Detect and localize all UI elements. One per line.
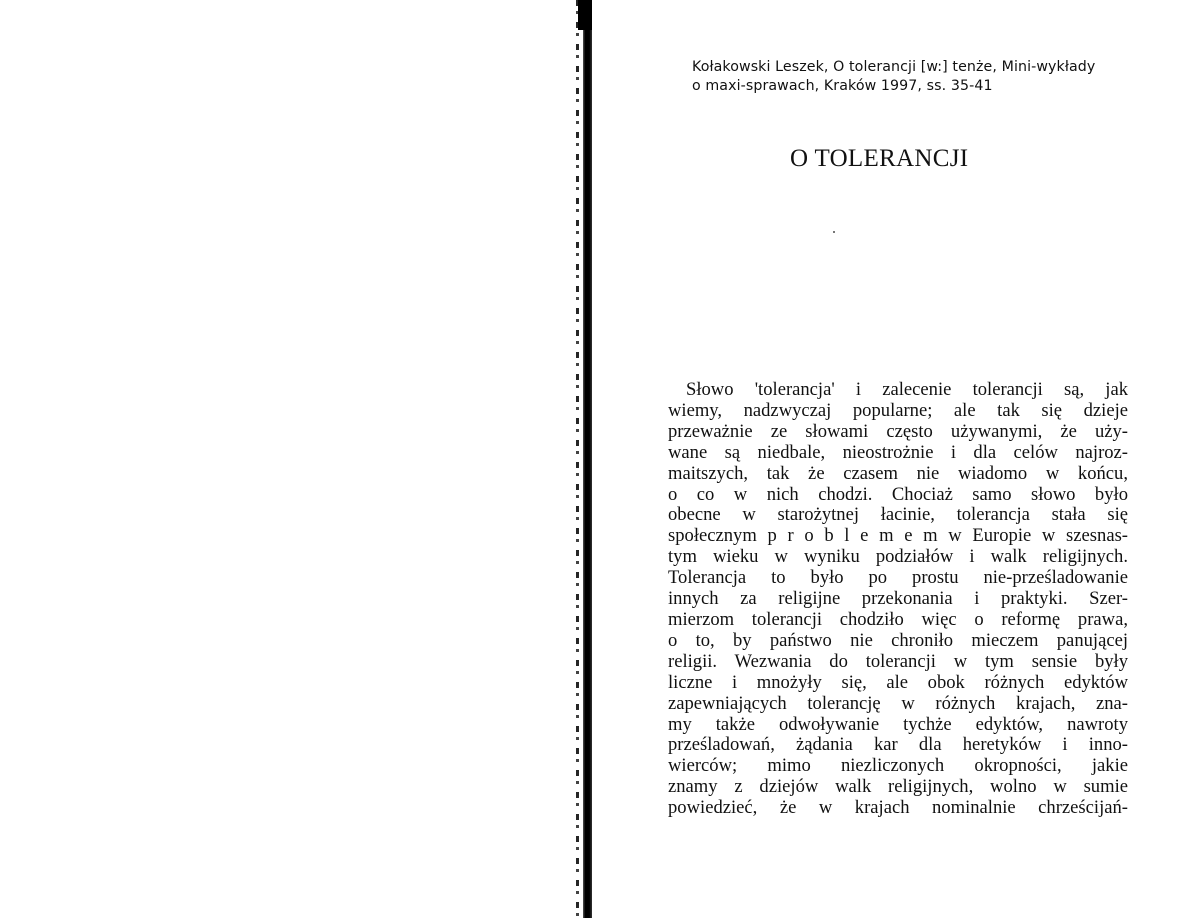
- text-line: obecne w starożytnej łacinie, tolerancja stała się: [668, 504, 1128, 526]
- text-line: społecznym p r o b l e m e m w Europie w szesnas-: [668, 525, 1128, 547]
- text-line: liczne i mnożyły się, ale obok różnych edyktów: [668, 671, 1128, 693]
- book-spine-gutter: [583, 0, 592, 918]
- text-line: znamy z dziejów walk religijnych, wolno w sumie: [668, 776, 1128, 798]
- text-line: o co w nich chodzi. Chociaż samo słowo było: [668, 483, 1128, 505]
- text-line: innych za religijne przekonania i praktyki. Szer-: [668, 588, 1128, 610]
- text-line: Tolerancja to było po prostu nie-prześladowanie: [668, 567, 1128, 589]
- body-paragraph: [668, 380, 1128, 819]
- text-line: prześladowań, żądania kar dla heretyków i inno-: [668, 734, 1128, 756]
- text-line: religii. Wezwania do tolerancji w tym sensie były: [668, 650, 1128, 672]
- text-line: Słowo 'tolerancja' i zalecenie tolerancji są, jak: [686, 379, 1128, 400]
- text-line: tym wieku w wyniku podziałów i walk religijnych.: [668, 546, 1128, 568]
- text-line: maitszych, tak że czasem nie wiadomo w końcu,: [668, 462, 1128, 484]
- text-line: powiedzieć, że w krajach nominalnie chrześcijań-: [668, 797, 1128, 819]
- book-spine-top: [578, 0, 592, 30]
- text-line: wane są niedbale, nieostrożnie i dla celów najroz-: [668, 441, 1128, 463]
- text-line: o to, by państwo nie chroniło mieczem panującej: [668, 629, 1128, 651]
- text-line: przeważnie ze słowami często używanymi, że uży-: [668, 420, 1128, 442]
- text-line: wierców; mimo niezliczonych okropności, jakie: [668, 755, 1128, 777]
- citation-line: Kołakowski Leszek, O tolerancji [w:] tenże, Mini-wykłady: [692, 59, 1096, 75]
- citation-line: o maxi-sprawach, Kraków 1997, ss. 35-41: [692, 78, 993, 94]
- scan-speck: [833, 231, 835, 233]
- chapter-title: O TOLERANCJI: [790, 145, 969, 172]
- text-line: wiemy, nadzwyczaj popularne; ale tak się dzieje: [668, 399, 1128, 421]
- page-edge-shadow: [576, 0, 579, 918]
- bibliographic-citation: [692, 58, 1142, 96]
- text-line: my także odwoływanie tychże edyktów, nawroty: [668, 713, 1128, 735]
- text-line: zapewniających tolerancję w różnych krajach, zna-: [668, 692, 1128, 714]
- text-line: mierzom tolerancji chodziło więc o reformę prawa,: [668, 608, 1128, 630]
